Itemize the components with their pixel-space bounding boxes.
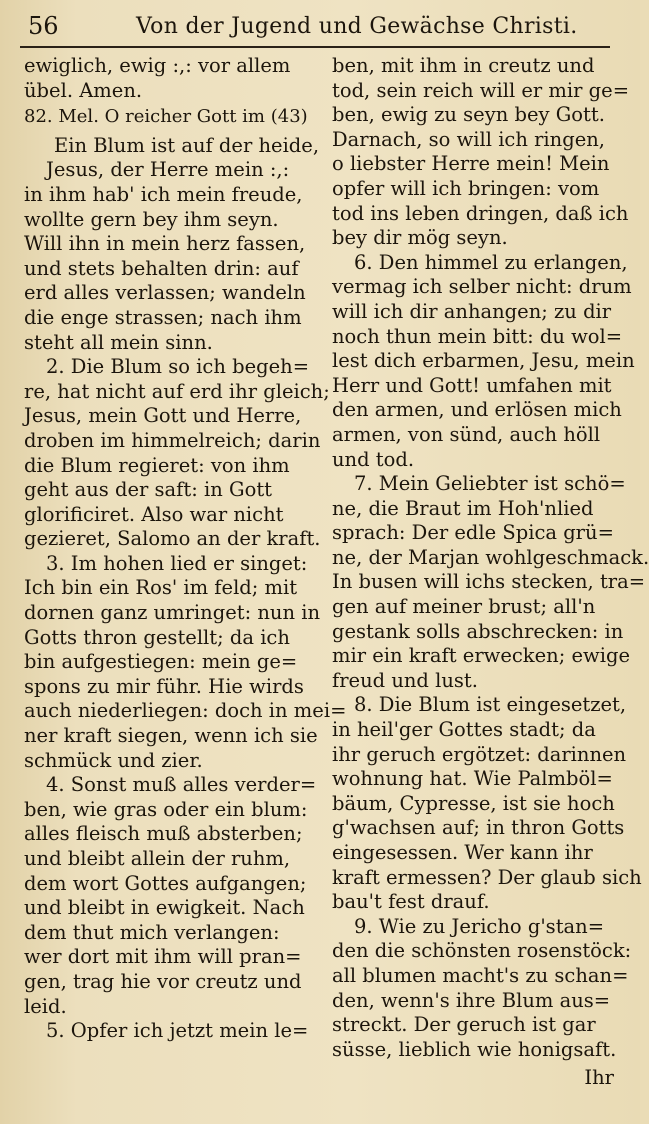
text-line: ne, die Braut im Hoh'nlied — [332, 496, 594, 520]
text-line: opfer will ich bringen: vom — [332, 176, 600, 200]
text-line: sprach: Der edle Spica grü= — [332, 521, 614, 545]
catchword: Ihr — [584, 1066, 614, 1089]
text-line: ner kraft siegen, wenn ich sie — [24, 724, 318, 748]
text-line: g'wachsen auf; in thron Gotts — [332, 816, 625, 840]
text-line: spons zu mir führ. Hie wirds — [24, 674, 304, 698]
text-line: re, hat nicht auf erd ihr gleich; — [24, 379, 330, 403]
text-line: Jesus, mein Gott und Herre, — [24, 404, 302, 428]
text-line: gen, trag hie vor creutz und — [24, 969, 302, 993]
text-line: bau't fest drauf. — [332, 890, 490, 914]
text-line: droben im himmelreich; darin — [24, 428, 321, 452]
text-line: alles fleisch muß absterben; — [24, 822, 303, 846]
text-line: schmück und zier. — [24, 748, 203, 772]
text-line: dem thut mich verlangen: — [24, 920, 280, 944]
text-line: dem wort Gottes aufgangen; — [24, 871, 307, 895]
verse-start-line: 4. Sonst muß alles verder= — [46, 773, 317, 797]
text-line: kraft ermessen? Der glaub sich — [332, 865, 642, 889]
text-line: wollte gern bey ihm seyn. — [24, 207, 279, 231]
verse-start-line: 7. Mein Geliebter ist schö= — [354, 472, 626, 496]
text-line: bin aufgestiegen: mein ge= — [24, 650, 298, 674]
text-line: streckt. Der geruch ist gar — [332, 1013, 596, 1037]
verse-start-line: 8. Die Blum ist eingesetzet, — [354, 693, 627, 717]
text-line: gestank solls abschrecken: in — [332, 619, 624, 643]
text-line: dornen ganz umringet: nun in — [24, 601, 321, 625]
running-title: Von der Jugend und Gewächse Christi. — [136, 14, 578, 39]
text-line: Ich bin ein Ros' im feld; mit — [24, 576, 298, 600]
text-line: in heil'ger Gottes stadt; da — [332, 718, 596, 742]
text-line: will ich dir anhangen; zu dir — [332, 299, 612, 323]
text-line: ben, ewig zu seyn bey Gott. — [332, 103, 605, 127]
text-line: freud und lust. — [332, 668, 478, 692]
verse-start-line: 3. Im hohen lied er singet: — [46, 551, 308, 575]
text-line: Jesus, der Herre mein :,: — [46, 158, 290, 182]
verse-start-line: 5. Opfer ich jetzt mein le= — [46, 1019, 309, 1043]
text-line: Gotts thron gestellt; da ich — [24, 625, 290, 649]
page-header — [24, 10, 616, 48]
text-line: und bleibt allein der ruhm, — [24, 847, 291, 870]
text-line: glorificiret. Also war nicht — [24, 502, 284, 526]
text-line: bäum, Cypresse, ist sie hoch — [332, 791, 615, 815]
text-line: ben, mit ihm in creutz und — [332, 54, 595, 77]
header-rule — [20, 46, 610, 48]
text-line: steht all mein sinn. — [24, 330, 213, 354]
text-line: übel. Amen. — [24, 78, 143, 102]
text-line: den die schönsten rosenstöck: — [332, 939, 632, 963]
text-line: ewiglich, ewig :,: vor allem — [24, 54, 291, 77]
text-line: eingesessen. Wer kann ihr — [332, 841, 593, 864]
text-line: tod, sein reich will er mir ge= — [332, 78, 630, 102]
text-line: mir ein kraft erwecken; ewige — [332, 644, 630, 668]
text-line: und stets behalten drin: auf — [24, 256, 299, 280]
text-line: die Blum regieret: von ihm — [24, 453, 290, 477]
text-line: den armen, und erlösen mich — [332, 398, 622, 422]
verse-start-line: 6. Den himmel zu erlangen, — [354, 250, 628, 274]
text-line: süsse, lieblich wie honigsaft. — [332, 1037, 617, 1061]
text-line: die enge strassen; nach ihm — [24, 305, 302, 329]
text-line: bey dir mög seyn. — [332, 226, 508, 250]
hymn-heading: 82. Mel. O reicher Gott im (43) — [24, 106, 308, 128]
page-number: 56 — [28, 12, 59, 40]
text-line: gen auf meiner brust; all'n — [332, 595, 596, 619]
text-line: Herr und Gott! umfahen mit — [332, 373, 612, 397]
hymn-first-line: Ein Blum ist auf der heide, — [54, 133, 320, 157]
text-line: armen, von sünd, auch höll — [332, 422, 601, 446]
text-line: und tod. — [332, 447, 415, 471]
text-line: wohnung hat. Wie Palmböl= — [332, 767, 613, 791]
text-line: all blumen macht's zu schan= — [332, 963, 629, 987]
text-line: ne, der Marjan wohlgeschmack. — [332, 545, 649, 569]
text-line: Darnach, so will ich ringen, — [332, 127, 605, 151]
verse-start-line: 2. Die Blum so ich begeh= — [46, 355, 310, 379]
text-line: den, wenn's ihre Blum aus= — [332, 988, 611, 1012]
left-column — [24, 54, 347, 1044]
text-line: o liebster Herre mein! Mein — [332, 152, 610, 176]
text-line: erd alles verlassen; wandeln — [24, 281, 306, 305]
text-line: gezieret, Salomo an der kraft. — [24, 527, 321, 551]
text-line: leid. — [24, 994, 67, 1018]
text-line: ben, wie gras oder ein blum: — [24, 797, 308, 821]
text-line: noch thun mein bitt: du wol= — [332, 324, 623, 348]
text-line: ihr geruch ergötzet: darinnen — [332, 742, 627, 766]
text-line: in ihm hab' ich mein freude, — [24, 182, 303, 206]
text-line: vermag ich selber nicht: drum — [332, 275, 632, 299]
right-column — [332, 54, 649, 1062]
text-line: In busen will ichs stecken, tra= — [332, 570, 646, 594]
text-line: wer dort mit ihm will pran= — [24, 945, 302, 969]
text-line: lest dich erbarmen, Jesu, mein — [332, 349, 635, 373]
text-line: Will ihn in mein herz fassen, — [24, 232, 306, 256]
text-line: auch niederliegen: doch in mei= — [24, 699, 347, 723]
text-line: geht aus der saft: in Gott — [24, 478, 272, 502]
verse-start-line: 9. Wie zu Jericho g'stan= — [354, 914, 605, 938]
text-line: tod ins leben dringen, daß ich — [332, 201, 629, 225]
text-line: und bleibt in ewigkeit. Nach — [24, 896, 305, 920]
